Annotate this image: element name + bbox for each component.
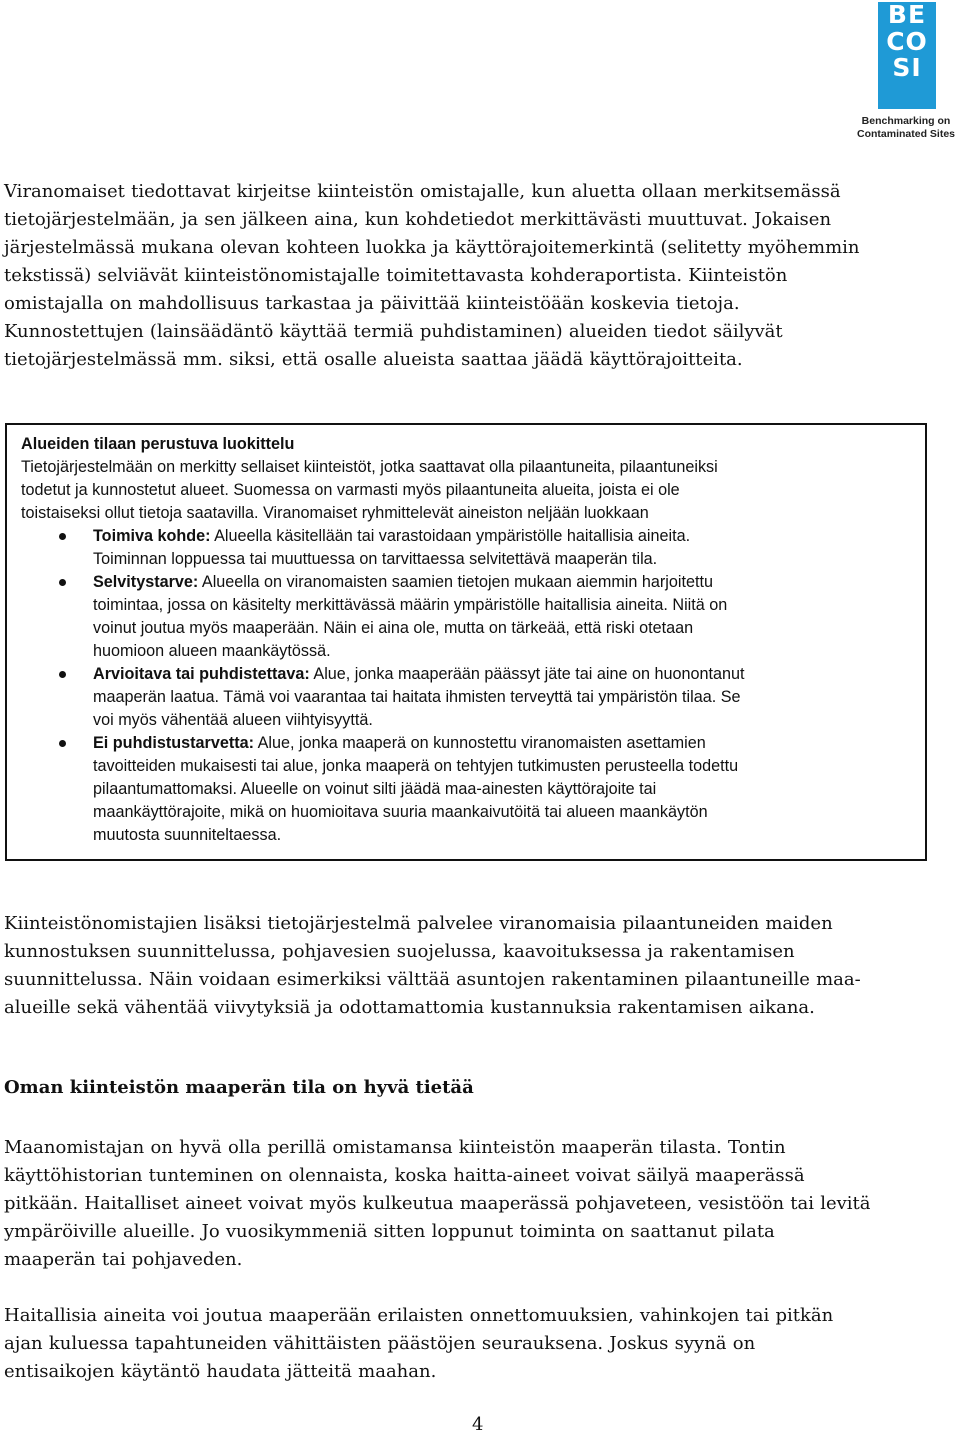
logo-tagline-line: Benchmarking on [861,115,951,127]
item-text: Alue, jonka maaperä on kunnostettu viranomaisten asettamien [254,734,706,752]
text-line: Kunnostettujen (lainsäädäntö käyttää termiä puhdistaminen) alueiden tiedot säilyvät [4,321,783,342]
text-line: maaperän tai pohjaveden. [4,1249,243,1270]
text-line: omistajalla on mahdollisuus tarkastaa ja päivittää kiinteistöään koskevia tietoja. [4,293,740,314]
text-line: Viranomaiset tiedottavat kirjeitse kiinteistön omistajalle, kun aluetta ollaan merkitsemässä [4,181,841,202]
item-text: pilaantumattomaksi. Alueelle on voinut silti jäädä maa-ainesten käyttörajoite tai [93,780,657,798]
becosi-logo [851,0,960,150]
item-text: tavoitteiden mukaisesti tai alue, jonka maaperä on tehtyjen tutkimusten perusteella todettu [93,757,739,775]
item-text: voinut joutua myös maaperään. Näin ei aina ole, mutta on tärkeää, että riski otetaan [93,619,694,637]
box-title: Alueiden tilaan perustuva luokittelu [21,435,295,453]
classification-item [21,663,921,732]
box-intro-line: toistaiseksi ollut tietoja saatavilla. Viranomaiset ryhmittelevät aineiston neljään luokkaan [21,504,649,522]
text-line: tietojärjestelmässä mm. siksi, että osalle alueista saattaa jäädä käyttörajoitteita. [4,349,743,370]
item-text: Alueella on viranomaisten saamien tietojen mukaan aiemmin harjoitettu [198,573,713,591]
text-line: Maanomistajan on hyvä olla perillä omistamansa kiinteistön maaperän tilasta. Tontin [4,1137,786,1158]
item-term: Selvitystarve: [93,573,199,591]
text-line: Kiinteistönomistajien lisäksi tietojärjestelmä palvelee viranomaisia pilaantuneiden maiden [4,913,833,934]
classification-item [21,525,921,571]
text-line: suunnittelussa. Näin voidaan esimerkiksi välttää asuntojen rakentaminen pilaantuneille maa- [4,969,861,990]
classification-box [5,423,927,861]
item-text: toimintaa, jossa on käsitelty merkittävässä määrin ympäristölle haitallisia aineita. Niitä on [93,596,728,614]
item-term: Ei puhdistustarvetta: [93,734,254,752]
text-line: kunnostuksen suunnittelussa, pohjavesien suojelussa, kaavoituksessa ja rakentamisen [4,941,795,962]
text-line: ympäröiville alueille. Jo vuosikymmeniä sitten loppunut toiminta on saattanut pilata [4,1221,775,1242]
logo-tagline [853,115,959,141]
text-line: ajan kuluessa tapahtuneiden vähittäisten päästöjen seurauksena. Joskus syynä on [4,1333,756,1354]
bullet-icon [59,533,66,540]
item-text: Toiminnan loppuessa tai muuttuessa on tarvittaessa selvitettävä maaperän tila. [93,550,658,568]
item-text: maankäyttörajoite, mikä on huomioitava suuria maankaivutöitä tai alueen maankäytön [93,803,708,821]
text-line: Haitallisia aineita voi joutua maaperään erilaisten onnettomuuksien, vahinkojen tai pitkän [4,1305,834,1326]
bullet-icon [59,579,66,586]
text-line: käyttöhistorian tunteminen on olennaista, koska haitta-aineet voivat säilyä maaperässä [4,1165,805,1186]
item-text: muutosta suunniteltaessa. [93,826,282,844]
logo-letters [878,2,936,82]
item-text: maaperän laatua. Tämä voi vaarantaa tai haitata ihmisten terveyttä tai ympäristön tilaa. Se [93,688,741,706]
item-text: voi myös vähentää alueen viihtyisyyttä. [93,711,373,729]
item-term: Arvioitava tai puhdistettava: [93,665,310,683]
logo-letters-line: CO [886,26,928,56]
text-line: alueille sekä vähentää viivytyksiä ja odottamattomia kustannuksia rakentamisen aikana. [4,997,815,1018]
classification-item [21,732,921,847]
text-line: entisaikojen käytäntö haudata jätteitä maahan. [4,1361,437,1382]
logo-letters-line: BE [887,0,927,29]
text-line: pitkään. Haitalliset aineet voivat myös kulkeutua maaperässä pohjaveteen, vesistöön tai levitä [4,1193,871,1214]
paragraph-hazards [4,1302,959,1386]
page-number: 4 [472,1414,484,1435]
item-text: Alueella käsitellään tai varastoidaan ympäristölle haitallisia aineita. [210,527,691,545]
text-line: tietojärjestelmään, ja sen jälkeen aina, kun kohdetiedot merkittävästi muuttuvat. Jokaisen [4,209,832,230]
paragraph-landowner [4,1134,959,1274]
classification-item [21,571,921,663]
text-line: tekstissä) selviävät kiinteistönomistajalle toimitettavasta kohderaportista. Kiinteistön [4,265,788,286]
classification-list [21,525,921,847]
paragraph-intro [4,178,959,374]
item-text: huomioon alueen maankäytössä. [93,642,331,660]
logo-tagline-line: Contaminated Sites [856,128,956,140]
paragraph-authorities [4,910,959,1022]
item-text: Alue, jonka maaperään päässyt jäte tai aine on huonontanut [309,665,745,683]
bullet-icon [59,740,66,747]
bullet-icon [59,671,66,678]
text-line: järjestelmässä mukana olevan kohteen luokka ja käyttörajoitemerkintä (selitetty myöhemmin [4,237,860,258]
item-term: Toimiva kohde: [93,527,211,545]
logo-letters-line: SI [892,53,922,82]
box-intro-line: todetut ja kunnostetut alueet. Suomessa on varmasti myös pilaantuneita alueita, joista ei ole [21,481,680,499]
box-intro-line: Tietojärjestelmään on merkitty sellaiset kiinteistöt, jotka saattavat olla pilaantuneita, pilaantuneiksi [21,458,718,476]
section-heading: Oman kiinteistön maaperän tila on hyvä tietää [4,1077,474,1098]
